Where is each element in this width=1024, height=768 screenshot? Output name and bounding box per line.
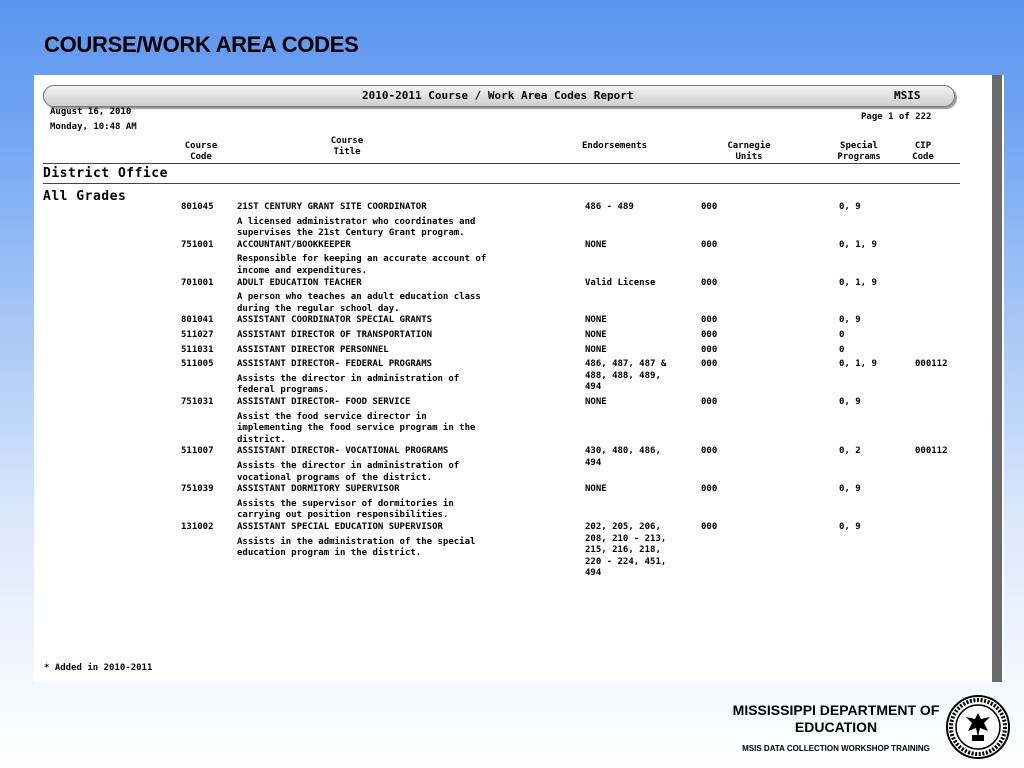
section-heading: District Office	[43, 166, 168, 181]
page-indicator: Page 1 of 222	[861, 112, 932, 122]
row-carnegie-units: 000	[701, 330, 718, 340]
row-course-code: 801045	[181, 202, 214, 212]
row-course-title: ASSISTANT DIRECTOR- FEDERAL PROGRAMS	[237, 359, 433, 369]
col-course-title: Course Title	[330, 136, 364, 157]
row-special-programs: 0, 1, 9	[839, 240, 877, 250]
row-carnegie-units: 000	[701, 359, 718, 369]
row-description-line: implementing the food service program in the	[237, 423, 476, 433]
row-description-line: A person who teaches an adult education class	[237, 292, 481, 302]
row-description-line: Assists in the administration of the special	[237, 537, 476, 547]
row-course-code: 511027	[181, 330, 214, 340]
row-course-title: ASSISTANT DIRECTOR- FOOD SERVICE	[237, 397, 411, 407]
row-carnegie-units: 000	[701, 397, 718, 407]
report-date: August 16, 2010	[50, 107, 132, 117]
row-endorsement-line: 486, 487, 487 &	[585, 359, 667, 369]
row-course-title: ASSISTANT DIRECTOR- VOCATIONAL PROGRAMS	[237, 446, 449, 456]
row-description-line: Assists the director in administration of	[237, 374, 460, 384]
row-endorsement-line: 488, 488, 489,	[585, 371, 661, 381]
row-special-programs: 0	[839, 330, 845, 340]
row-description-line: during the regular school day.	[237, 304, 400, 314]
row-course-title: ASSISTANT DIRECTOR PERSONNEL	[237, 345, 389, 355]
report-image	[34, 75, 1004, 682]
header-divider	[43, 163, 960, 164]
row-course-code: 511007	[181, 446, 214, 456]
row-course-code: 751039	[181, 484, 214, 494]
row-carnegie-units: 000	[701, 315, 718, 325]
row-carnegie-units: 000	[701, 484, 718, 494]
report-system: MSIS	[894, 89, 921, 102]
row-special-programs: 0, 2	[839, 446, 861, 456]
report-shadow	[992, 75, 1002, 682]
row-endorsement-line: Valid License	[585, 278, 656, 288]
report-time: Monday, 10:48 AM	[50, 122, 137, 132]
row-description-line: carrying out position responsibilities.	[237, 510, 449, 520]
row-course-title: ASSISTANT DIRECTOR OF TRANSPORTATION	[237, 330, 433, 340]
col-endorsements: Endorsements	[582, 141, 648, 151]
row-carnegie-units: 000	[701, 446, 718, 456]
row-description-line: Assists the director in administration of	[237, 461, 460, 471]
row-endorsement-line: NONE	[585, 330, 607, 340]
row-endorsement-line: 220 - 224, 451,	[585, 557, 667, 567]
row-endorsement-line: 208, 210 - 213,	[585, 534, 667, 544]
col-carnegie-units: Carnegie Units	[727, 141, 771, 162]
row-endorsement-line: NONE	[585, 484, 607, 494]
row-course-code: 701001	[181, 278, 214, 288]
row-course-code: 751001	[181, 240, 214, 250]
row-endorsement-line: 215, 216, 218,	[585, 545, 661, 555]
row-description-line: Assists the supervisor of dormitories in	[237, 499, 454, 509]
row-course-code: 801041	[181, 315, 214, 325]
row-special-programs: 0	[839, 345, 845, 355]
report-title: 2010-2011 Course / Work Area Codes Report	[362, 89, 634, 102]
row-course-code: 751031	[181, 397, 214, 407]
workshop-subtitle: MSIS DATA COLLECTION WORKSHOP TRAINING	[742, 744, 930, 753]
row-special-programs: 0, 9	[839, 202, 861, 212]
row-description-line: supervises the 21st Century Grant program.	[237, 228, 465, 238]
row-cip-code: 000112	[915, 359, 948, 369]
row-carnegie-units: 000	[701, 240, 718, 250]
row-special-programs: 0, 9	[839, 484, 861, 494]
row-endorsement-line: 486 - 489	[585, 202, 634, 212]
row-description-line: A licensed administrator who coordinates and	[237, 217, 476, 227]
row-course-title: ADULT EDUCATION TEACHER	[237, 278, 362, 288]
col-cip-code: CIP Code	[912, 141, 934, 162]
footnote: * Added in 2010-2011	[44, 663, 153, 673]
row-course-code: 511031	[181, 345, 214, 355]
row-special-programs: 0, 9	[839, 397, 861, 407]
row-special-programs: 0, 9	[839, 315, 861, 325]
slide-title: COURSE/WORK AREA CODES	[44, 32, 359, 57]
row-description-line: district.	[237, 435, 286, 445]
row-carnegie-units: 000	[701, 202, 718, 212]
col-special-programs: Special Programs	[837, 141, 881, 162]
row-endorsement-line: NONE	[585, 345, 607, 355]
row-endorsement-line: 494	[585, 382, 602, 392]
row-cip-code: 000112	[915, 446, 948, 456]
col-course-code: Course Code	[184, 141, 218, 162]
row-description-line: federal programs.	[237, 385, 330, 395]
section-divider	[43, 183, 960, 184]
row-endorsement-line: NONE	[585, 240, 607, 250]
row-course-title: 21ST CENTURY GRANT SITE COORDINATOR	[237, 202, 427, 212]
branding	[728, 702, 944, 753]
row-description-line: vocational programs of the district.	[237, 473, 433, 483]
row-description-line: Assist the food service director in	[237, 412, 427, 422]
row-course-title: ASSISTANT SPECIAL EDUCATION SUPERVISOR	[237, 522, 443, 532]
row-course-title: ASSISTANT COORDINATOR SPECIAL GRANTS	[237, 315, 433, 325]
row-endorsement-line: NONE	[585, 315, 607, 325]
row-course-title: ACCOUNTANT/BOOKKEEPER	[237, 240, 351, 250]
row-carnegie-units: 000	[701, 522, 718, 532]
org-name-line2: EDUCATION	[794, 719, 878, 735]
row-special-programs: 0, 1, 9	[839, 278, 877, 288]
row-carnegie-units: 000	[701, 345, 718, 355]
row-description-line: Responsible for keeping an accurate account of	[237, 254, 487, 264]
row-endorsement-line: 430, 480, 486,	[585, 446, 661, 456]
row-course-code: 131002	[181, 522, 214, 532]
state-seal-icon	[946, 695, 1010, 759]
row-endorsement-line: 494	[585, 568, 602, 578]
row-endorsement-line: 494	[585, 458, 602, 468]
row-special-programs: 0, 9	[839, 522, 861, 532]
row-course-code: 511005	[181, 359, 214, 369]
row-course-title: ASSISTANT DORMITORY SUPERVISOR	[237, 484, 400, 494]
row-special-programs: 0, 1, 9	[839, 359, 877, 369]
row-description-line: income and expenditures.	[237, 266, 368, 276]
subsection-heading: All Grades	[43, 189, 127, 204]
org-name-line1: MISSISSIPPI DEPARTMENT OF	[732, 702, 940, 718]
row-endorsement-line: NONE	[585, 397, 607, 407]
row-carnegie-units: 000	[701, 278, 718, 288]
row-description-line: education program in the district.	[237, 548, 422, 558]
row-endorsement-line: 202, 205, 206,	[585, 522, 661, 532]
